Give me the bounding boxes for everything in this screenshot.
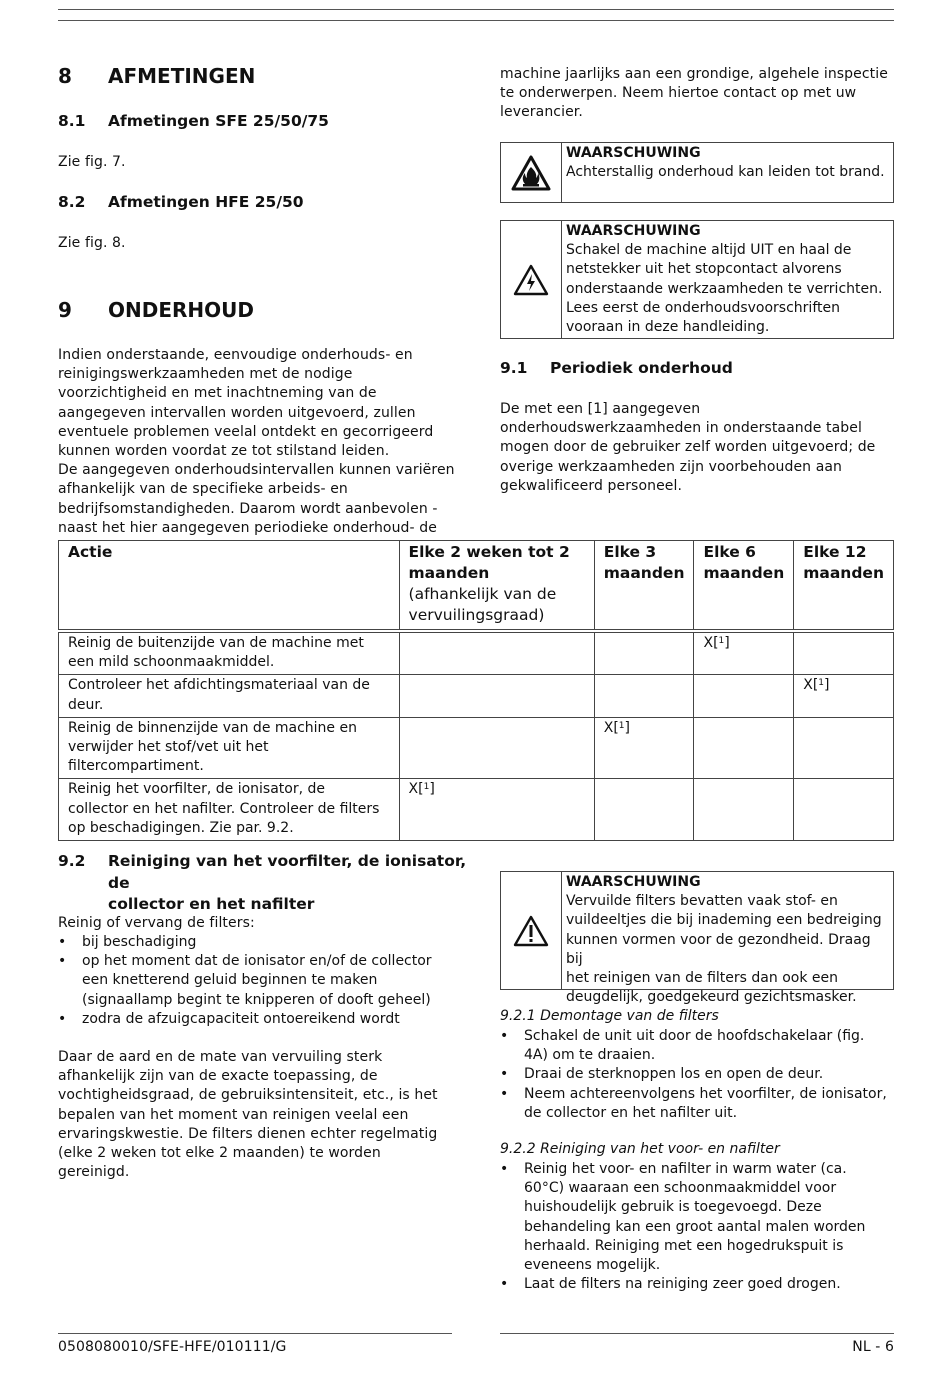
section-9-1-text: De met een [1] aangegeven onderhoudswerkzaamheden in onderstaande tabel mogen door de gebruiker zelf worden uitgevoerd; de overige werkzaamheden zijn voorbehouden aan gekwalificeerd personeel. xyxy=(500,401,876,494)
section-8-2-heading: 8.2 Afmetingen HFE 25/50 xyxy=(58,193,304,211)
header-interval-2w-2m: Elke 2 weken tot 2 maanden (afhankelijk van de vervuilingsgraad) xyxy=(399,541,594,632)
mark-text: X[ xyxy=(408,781,424,798)
section-9-2-paragraph: Daar de aard en de mate van vervuiling sterk afhankelijk zijn van de exacte toepassing, de vochtigheidsgraad, de gebruiksintensiteit, etc., is het bepalen van het moment van reinigen veelal een ervaringskwestie. De filters dienen echter regelmatig (elke 2 weken tot elke 2 maanden) te worden gereinigd. xyxy=(58,1049,438,1181)
mark-text: ] xyxy=(724,635,730,651)
table-cell-interval xyxy=(594,631,694,675)
section-8-2-text: Zie fig. 8. xyxy=(58,235,126,251)
general-warning-icon xyxy=(501,872,562,989)
list-item: • op het moment dat de ionisator en/of de collector een knetterend geluid beginnen te maken (signaallamp begint te knipperen of dooft geheel) xyxy=(58,952,458,1010)
mark-footnote: 1 xyxy=(618,720,625,731)
section-9-2-heading: 9.2 Reiniging van het voorfilter, de ionisator, de collector en het nafilter xyxy=(58,852,467,913)
warning-title: WAARSCHUWING xyxy=(566,874,701,890)
section-9-2-lead: Reinig of vervang de filters: xyxy=(58,915,255,931)
mark-text: ] xyxy=(624,719,630,736)
mark-text: X[ xyxy=(803,677,819,694)
footer-page-number: NL - 6 xyxy=(852,1339,894,1355)
section-9-intro-continued: machine jaarlijks aan een grondige, algehele inspectie te onderwerpen. Neem hiertoe contact op met uw leverancier. xyxy=(500,66,888,121)
section-9-1-heading: 9.1 Periodiek onderhoud xyxy=(500,359,733,377)
table-cell-interval xyxy=(594,779,694,841)
footer-document-code: 0508080010/SFE-HFE/010111/G xyxy=(58,1339,287,1355)
warning-title: WAARSCHUWING xyxy=(566,223,701,239)
fire-hazard-icon xyxy=(501,143,562,202)
list-item: • zodra de afzuigcapaciteit ontoereikend wordt xyxy=(58,1010,458,1029)
table-cell-interval xyxy=(694,675,794,717)
mark-text: ] xyxy=(824,677,830,694)
table-cell-action: Reinig de buitenzijde van de machine met een mild schoonmaakmiddel. xyxy=(59,631,400,675)
table-row xyxy=(59,675,894,717)
electrical-hazard-icon xyxy=(501,221,562,338)
table-cell-interval xyxy=(694,779,794,841)
section-9-heading: 9 ONDERHOUD xyxy=(58,298,254,322)
table-cell-interval xyxy=(594,675,694,717)
table-cell-interval xyxy=(694,717,794,779)
section-8-1-heading: 8.1 Afmetingen SFE 25/50/75 xyxy=(58,112,329,130)
list-item: • Reinig het voor- en nafilter in warm water (ca. 60°C) waaraan een schoonmaakmiddel voor huishoudelijk gebruik is toegevoegd. Deze behandeling kan een groot aantal malen worden herhaald. Reiniging met een hogedrukspuit is eveneens mogelijk. xyxy=(500,1160,894,1275)
list-item: • Laat de filters na reiniging zeer goed drogen. xyxy=(500,1275,894,1294)
mark-text: X[ xyxy=(603,719,619,736)
warning-health-box: WAARSCHUWING Vervuilde filters bevatten vaak stof- en vuildeeltjes die bij inademing een bedreiging kunnen vormen voor de gezondheid. Draag bij het reinigen van de filters dan ook een deugdelijk, goedgekeurd gezichtsmasker. xyxy=(500,871,894,990)
mark-footnote: 1 xyxy=(718,636,725,646)
maintenance-table xyxy=(58,540,894,841)
list-item: • bij beschadiging xyxy=(58,933,458,952)
filter-conditions-list xyxy=(58,933,458,1029)
table-cell-interval xyxy=(794,717,894,779)
header-interval-12m: Elke 12 maanden xyxy=(794,541,894,632)
table-cell-interval xyxy=(399,675,594,717)
list-item: • Schakel de unit uit door de hoofdschakelaar (fig. 4A) om te draaien. xyxy=(500,1027,894,1065)
header-actie: Actie xyxy=(59,541,400,632)
header-rule-bottom xyxy=(58,20,894,21)
filter-removal-list xyxy=(500,1027,894,1123)
table-cell-interval xyxy=(794,631,894,675)
table-cell-interval xyxy=(399,779,594,841)
mark-text: X[ xyxy=(703,635,719,651)
warning-title: WAARSCHUWING xyxy=(566,145,701,161)
footer-rule-left xyxy=(58,1333,452,1334)
mark-footnote: 1 xyxy=(818,678,825,689)
table-cell-interval xyxy=(794,779,894,841)
table-cell-action: Controleer het afdichtingsmateriaal van de deur. xyxy=(59,675,400,717)
warning-electrical-box: WAARSCHUWING Schakel de machine altijd UIT en haal de netstekker uit het stopcontact alvorens onderstaande werkzaamheden te verrichten. Lees eerst de onderhoudsvoorschriften vooraan in deze handleiding. xyxy=(500,220,894,339)
warning-fire-box: WAARSCHUWING Achterstallig onderhoud kan leiden tot brand. xyxy=(500,142,894,203)
header-interval-3m: Elke 3 maanden xyxy=(594,541,694,632)
table-cell-interval xyxy=(794,675,894,717)
section-8-1-text: Zie fig. 7. xyxy=(58,154,126,170)
mark-text: ] xyxy=(429,781,435,798)
list-item: • Neem achtereenvolgens het voorfilter, de ionisator, de collector en het nafilter uit. xyxy=(500,1085,894,1123)
header-interval-6m: Elke 6 maanden xyxy=(694,541,794,632)
section-9-intro: Indien onderstaande, eenvoudige onderhouds- en reinigingswerkzaamheden met de nodige voorzichtigheid en met inachtneming van de aangegeven intervallen worden uitgevoerd, zullen eventuele problemen veelal ontdekt en gecorrigeerd kunnen worden voordat ze tot stilstand leiden. De aangegeven onderhoudsintervallen kunnen variëren afhankelijk van de specifieke arbeids- en bedrijfsomstandigheden. Daarom wordt aanbevolen - naast het hier aangegeven periodieke onderhoud- de xyxy=(58,347,455,536)
table-cell-interval xyxy=(594,717,694,779)
mark-footnote: 1 xyxy=(423,782,430,793)
list-item: • Draai de sterknoppen los en open de deur. xyxy=(500,1065,894,1084)
header-rule-top xyxy=(58,9,894,10)
table-cell-interval xyxy=(399,717,594,779)
section-9-2-2-heading: 9.2.2 Reiniging van het voor- en nafilter xyxy=(500,1141,780,1157)
filter-cleaning-list xyxy=(500,1160,894,1294)
section-8-heading: 8 AFMETINGEN xyxy=(58,64,256,88)
table-header-row xyxy=(59,541,894,632)
section-9-2-1-heading: 9.2.1 Demontage van de filters xyxy=(500,1008,719,1024)
table-cell-action: Reinig het voorfilter, de ionisator, de collector en het nafilter. Controleer de filters op beschadigingen. Zie par. 9.2. xyxy=(59,779,400,841)
table-row xyxy=(59,779,894,841)
table-row xyxy=(59,631,894,675)
table-row xyxy=(59,717,894,779)
table-cell-interval xyxy=(399,631,594,675)
table-cell-action: Reinig de binnenzijde van de machine en verwijder het stof/vet uit het filtercompartiment. xyxy=(59,717,400,779)
footer-rule-right xyxy=(500,1333,894,1334)
table-cell-interval xyxy=(694,631,794,675)
